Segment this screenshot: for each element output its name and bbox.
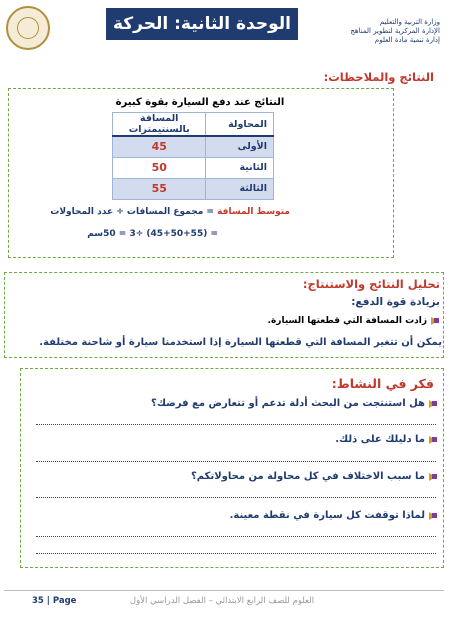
- question-text: ما سبب الاختلاف في كل محاولة من محاولاتكم؟: [190, 471, 425, 482]
- ministry-block: [350, 18, 440, 45]
- answer-line[interactable]: [36, 461, 436, 462]
- distance-cell: 55: [113, 178, 206, 199]
- bullet-icon: [429, 435, 438, 444]
- answer-line[interactable]: [36, 553, 436, 554]
- table-row: [113, 178, 274, 199]
- table-row: [113, 136, 274, 157]
- analysis-point: [268, 316, 440, 326]
- bullet-icon: [429, 511, 438, 520]
- ministry-line-2: الإدارة المركزية لتطوير المناهج: [350, 27, 440, 35]
- table-header-row: [113, 113, 274, 137]
- average-calc: = (45+50+55) ÷3 = 50سم: [87, 229, 218, 239]
- average-formula: = مجموع المسافات ÷ عدد المحاولات: [50, 207, 214, 217]
- table-caption: النتائج عند دفع السيارة بقوة كبيرة: [115, 97, 285, 108]
- analysis-subtitle: بزيادة قوة الدفع:: [351, 296, 440, 308]
- question-text: ما دليلك على ذلك.: [335, 434, 425, 445]
- results-section-title: النتائج والملاحظات:: [323, 70, 434, 84]
- analysis-point-text: زادت المسافة التي قطعتها السيارة.: [267, 316, 427, 326]
- bullet-icon: [429, 399, 438, 408]
- answer-line[interactable]: [36, 536, 436, 537]
- average-line: [50, 207, 290, 217]
- average-label: متوسط المسافة: [217, 207, 290, 217]
- distance-cell: 50: [113, 157, 206, 178]
- ministry-line-3: إدارة تنمية مادة العلوم: [374, 36, 440, 44]
- col-distance-header: المسافة بالسنتيمترات: [113, 113, 206, 137]
- answer-line[interactable]: [36, 424, 436, 425]
- ministry-line-1: وزارة التربية والتعليم: [379, 18, 440, 26]
- question-item: [191, 471, 438, 482]
- question-text: هل استنتجت من البحث أدلة تدعم أو تتعارض مع فرضك؟: [151, 398, 425, 409]
- footer-divider: [4, 590, 444, 591]
- col-trial-header: المحاولة: [206, 113, 274, 137]
- results-table: [112, 112, 274, 200]
- question-item: [335, 434, 438, 445]
- footer-text: العلوم للصف الرابع الابتدائي – الفصل الدراسي الأول: [129, 596, 315, 606]
- ministry-logo: [6, 6, 50, 50]
- question-item: [230, 510, 438, 521]
- unit-title: الوحدة الثانية: الحركة: [106, 8, 298, 40]
- bullet-icon: [431, 316, 440, 325]
- question-item: [151, 398, 438, 409]
- bullet-icon: [429, 472, 438, 481]
- think-section-title: فكر في النشاط:: [331, 376, 434, 391]
- analysis-section-title: تحليل النتائج والاستنتاج:: [302, 277, 440, 291]
- table-row: [113, 157, 274, 178]
- trial-cell: الأولى: [206, 136, 274, 157]
- logo-emblem-icon: [17, 17, 39, 39]
- trial-cell: الثانية: [206, 157, 274, 178]
- question-text: لماذا توقفت كل سيارة في نقطة معينة.: [229, 510, 425, 521]
- analysis-conclusion: يمكن أن تتغير المسافة التي قطعتها السيارة إذا استخدمنا سيارة أو شاحنة مختلفة.: [39, 337, 442, 348]
- trial-cell: الثالثة: [206, 178, 274, 199]
- page-number: 35 | Page: [32, 596, 77, 606]
- distance-cell: 45: [113, 136, 206, 157]
- answer-line[interactable]: [36, 497, 436, 498]
